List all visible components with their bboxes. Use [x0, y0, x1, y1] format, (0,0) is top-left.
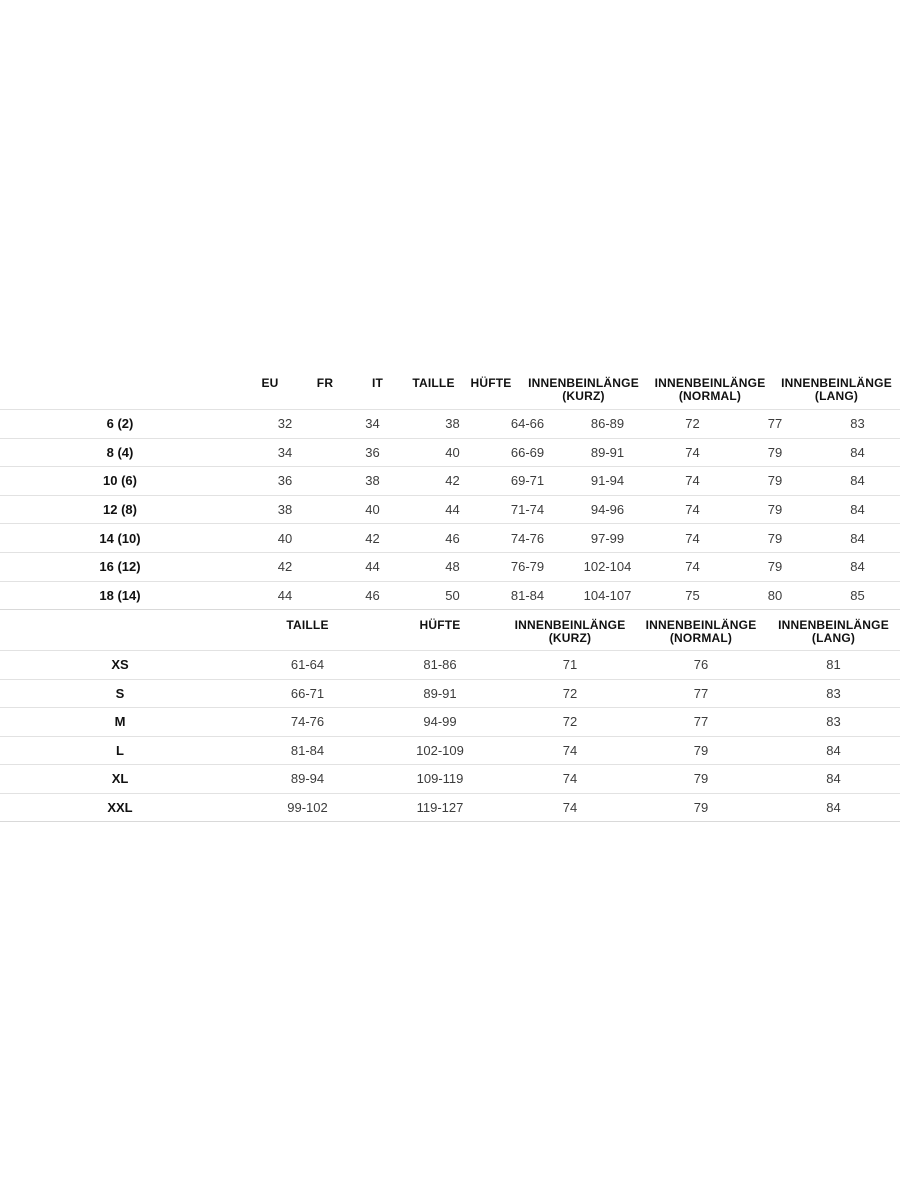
header-inseam-long-line1: INNENBEINLÄNGE: [778, 618, 889, 632]
cell-inseam-normal: 77: [693, 714, 709, 730]
cell-inseam-short: 74: [685, 559, 700, 575]
cell-eu: 40: [277, 530, 293, 546]
cell-inseam-short: 72: [685, 416, 700, 432]
table-row: [0, 736, 900, 765]
table-row: [0, 650, 900, 679]
header-inseam-normal-line1: INNENBEINLÄNGE: [654, 376, 766, 390]
cell-inseam-normal: 76: [693, 657, 709, 673]
header-inseam-short-line1: INNENBEINLÄNGE: [514, 618, 626, 632]
header-inseam-long-line1: INNENBEINLÄNGE: [781, 376, 892, 390]
header-inseam-long-line2: (LANG): [811, 631, 856, 645]
cell-taille: 61-64: [290, 657, 325, 673]
header-taille: TAILLE: [412, 376, 455, 390]
cell-eu: 36: [277, 473, 293, 489]
header-taille: TAILLE: [286, 618, 329, 632]
cell-inseam-long: 84: [850, 559, 865, 575]
cell-inseam-short: 71: [562, 657, 578, 673]
row-label: 12 (8): [103, 502, 137, 518]
cell-it: 48: [445, 559, 460, 575]
cell-it: 44: [445, 502, 460, 518]
cell-inseam-short: 74: [562, 742, 578, 758]
cell-inseam-long: 84: [826, 771, 841, 787]
cell-inseam-short: 74: [685, 473, 700, 489]
header-inseam-short: [520, 372, 647, 409]
table-row: [0, 764, 900, 793]
row-label: 16 (12): [99, 559, 141, 575]
cell-inseam-long: 84: [826, 799, 841, 815]
cell-huefte: 86-89: [590, 416, 625, 432]
cell-inseam-long: 83: [850, 416, 865, 432]
cell-inseam-normal: 80: [767, 587, 783, 603]
cell-inseam-long: 84: [850, 502, 865, 518]
cell-it: 50: [445, 587, 460, 603]
header-it: IT: [371, 376, 384, 390]
cell-taille: 89-94: [290, 771, 325, 787]
cell-fr: 36: [365, 444, 380, 460]
numeric-size-table: [0, 372, 900, 610]
row-label: XS: [111, 657, 129, 673]
cell-fr: 42: [365, 530, 380, 546]
header-inseam-normal: [635, 610, 767, 650]
cell-huefte: 94-99: [423, 714, 457, 730]
cell-it: 38: [445, 416, 460, 432]
header-inseam-normal-line2: (NORMAL): [669, 631, 733, 645]
table-row: [0, 438, 900, 467]
header-inseam-short-line2: (KURZ): [548, 631, 592, 645]
header-fr: FR: [316, 376, 334, 390]
cell-taille: 81-84: [290, 742, 325, 758]
alpha-table-header-row: [0, 610, 900, 650]
cell-inseam-short: 74: [685, 530, 700, 546]
table-row: [0, 523, 900, 552]
table-row: [0, 793, 900, 822]
cell-inseam-normal: 79: [693, 771, 709, 787]
cell-huefte: 119-127: [416, 799, 464, 815]
cell-it: 42: [445, 473, 460, 489]
cell-inseam-normal: 77: [767, 416, 783, 432]
header-eu: EU: [261, 376, 279, 390]
cell-fr: 44: [365, 559, 380, 575]
row-label: M: [114, 714, 126, 730]
table-row: [0, 707, 900, 736]
header-huefte: HÜFTE: [419, 618, 461, 632]
cell-taille: 74-76: [290, 714, 325, 730]
cell-taille: 64-66: [510, 416, 545, 432]
header-corner-empty: [0, 610, 240, 650]
cell-inseam-short: 74: [562, 799, 578, 815]
header-corner-empty: [0, 372, 240, 409]
cell-inseam-normal: 79: [693, 799, 709, 815]
row-label: 10 (6): [103, 473, 137, 489]
cell-inseam-long: 84: [850, 530, 865, 546]
cell-inseam-long: 84: [826, 742, 841, 758]
row-label: L: [116, 742, 124, 758]
cell-huefte: 89-91: [423, 685, 457, 701]
cell-eu: 44: [277, 587, 293, 603]
header-huefte: HÜFTE: [470, 376, 512, 390]
header-inseam-short-line2: (KURZ): [562, 389, 605, 403]
cell-inseam-normal: 79: [767, 559, 783, 575]
cell-inseam-normal: 79: [767, 530, 783, 546]
cell-inseam-normal: 79: [767, 444, 783, 460]
cell-fr: 40: [365, 502, 380, 518]
cell-huefte: 89-91: [590, 444, 625, 460]
header-inseam-normal: [647, 372, 773, 409]
cell-inseam-long: 84: [850, 473, 865, 489]
cell-taille: 81-84: [510, 587, 545, 603]
cell-inseam-normal: 79: [767, 473, 783, 489]
cell-fr: 34: [365, 416, 380, 432]
header-inseam-short: [505, 610, 635, 650]
cell-inseam-short: 74: [685, 502, 700, 518]
cell-inseam-long: 81: [826, 657, 841, 673]
table-row: [0, 679, 900, 708]
header-inseam-short-line1: INNENBEINLÄNGE: [528, 376, 639, 390]
cell-inseam-short: 72: [562, 714, 578, 730]
cell-huefte: 97-99: [590, 530, 625, 546]
row-label: S: [115, 685, 125, 701]
cell-taille: 74-76: [510, 530, 545, 546]
cell-taille: 71-74: [510, 502, 545, 518]
cell-huefte: 102-104: [583, 559, 632, 575]
cell-taille: 99-102: [287, 799, 328, 815]
row-label: 18 (14): [99, 587, 141, 603]
cell-huefte: 104-107: [583, 587, 632, 603]
cell-inseam-short: 72: [562, 685, 578, 701]
header-inseam-long: [773, 372, 900, 409]
cell-inseam-normal: 79: [767, 502, 783, 518]
cell-inseam-long: 83: [826, 714, 841, 730]
cell-huefte: 94-96: [590, 502, 625, 518]
cell-inseam-normal: 77: [693, 685, 709, 701]
cell-eu: 34: [277, 444, 293, 460]
cell-eu: 38: [277, 502, 293, 518]
cell-taille: 69-71: [510, 473, 545, 489]
table-row: [0, 581, 900, 610]
header-inseam-long-line2: (LANG): [814, 389, 859, 403]
cell-huefte: 91-94: [590, 473, 625, 489]
cell-huefte: 109-119: [416, 771, 464, 787]
header-inseam-normal-line1: INNENBEINLÄNGE: [645, 618, 757, 632]
cell-inseam-short: 75: [685, 587, 700, 603]
cell-inseam-short: 74: [562, 771, 578, 787]
row-label: XXL: [107, 799, 133, 815]
numeric-table-header-row: [0, 372, 900, 409]
cell-taille: 66-71: [290, 685, 325, 701]
cell-taille: 76-79: [510, 559, 545, 575]
header-inseam-normal-line2: (NORMAL): [678, 389, 742, 403]
cell-fr: 38: [365, 473, 380, 489]
cell-inseam-long: 84: [850, 444, 865, 460]
cell-it: 46: [445, 530, 460, 546]
table-row: [0, 552, 900, 581]
cell-huefte: 102-109: [416, 742, 464, 758]
row-label: 14 (10): [99, 530, 141, 546]
cell-taille: 66-69: [510, 444, 545, 460]
cell-inseam-short: 74: [685, 444, 700, 460]
cell-fr: 46: [365, 587, 380, 603]
table-row: [0, 409, 900, 438]
cell-inseam-normal: 79: [693, 742, 709, 758]
cell-inseam-long: 83: [826, 685, 841, 701]
cell-eu: 42: [277, 559, 293, 575]
cell-it: 40: [445, 444, 460, 460]
row-label: XL: [111, 771, 129, 787]
cell-huefte: 81-86: [423, 657, 457, 673]
header-inseam-long: [767, 610, 900, 650]
cell-eu: 32: [277, 416, 293, 432]
table-row: [0, 495, 900, 524]
row-label: 6 (2): [106, 416, 134, 432]
alpha-size-table: [0, 610, 900, 822]
table-row: [0, 466, 900, 495]
row-label: 8 (4): [106, 444, 134, 460]
cell-inseam-long: 85: [850, 587, 865, 603]
